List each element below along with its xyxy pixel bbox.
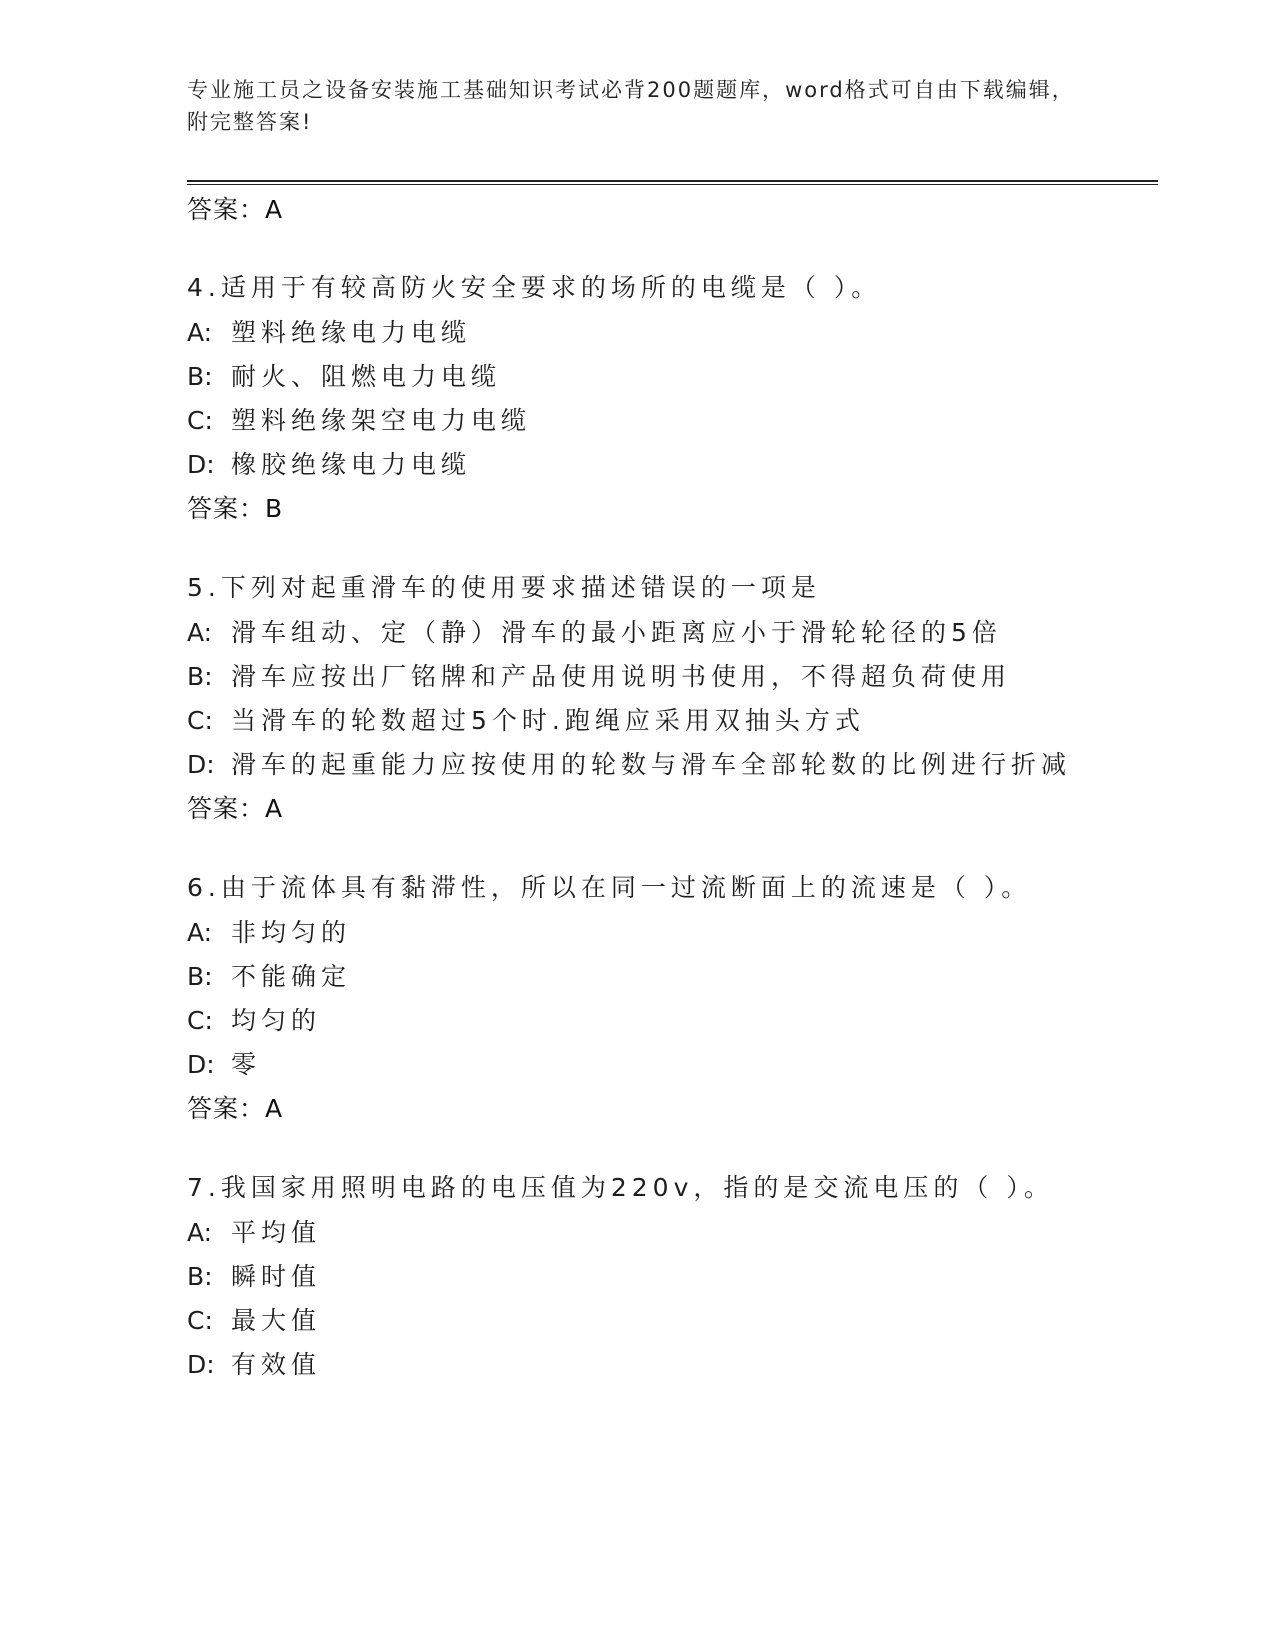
option-key: D:: [187, 450, 215, 479]
option-key: A:: [187, 1218, 213, 1247]
question-7-stem: 7.我国家用照明电路的电压值为220v，指的是交流电压的（ ）。: [187, 1173, 1054, 1202]
option-text: 不能确定: [231, 962, 352, 991]
answer-3: 答案：A: [187, 195, 284, 224]
option-key: C:: [187, 406, 213, 435]
header-divider: [187, 180, 1158, 185]
question-7-option-c: [187, 1305, 321, 1337]
option-text: 均匀的: [231, 1006, 322, 1035]
question-5-stem: 5.下列对起重滑车的使用要求描述错误的一项是: [187, 573, 821, 602]
question-5-option-b: [187, 661, 1011, 693]
answer-5: 答案：A: [187, 794, 284, 823]
option-key: D:: [187, 1350, 215, 1379]
question-5-option-d: [187, 749, 1071, 781]
option-text: 平均值: [231, 1218, 322, 1247]
question-6-option-a: [187, 917, 351, 949]
option-text: 塑料绝缘架空电力电缆: [231, 406, 532, 435]
option-key: B:: [187, 362, 213, 391]
option-key: C:: [187, 1006, 213, 1035]
question-4-option-a: [187, 317, 471, 349]
option-key: B:: [187, 962, 213, 991]
option-text: 瞬时值: [231, 1262, 322, 1291]
question-6-option-d: [187, 1049, 261, 1081]
option-text: 塑料绝缘电力电缆: [231, 318, 472, 347]
option-key: C:: [187, 1306, 213, 1335]
option-text: 有效值: [231, 1350, 322, 1379]
document-title: 专业施工员之设备安装施工基础知识考试必背200题题库，word格式可自由下载编辑，附完整答案!: [187, 78, 1075, 134]
option-text: 非均匀的: [231, 918, 352, 947]
option-text: 零: [231, 1050, 262, 1079]
option-text: 滑车组动、定（静）滑车的最小距离应小于滑轮轮径的5倍: [231, 618, 1002, 647]
question-5-option-a: [187, 617, 1002, 649]
question-5-option-c: [187, 705, 865, 737]
option-key: A:: [187, 918, 213, 947]
question-4-option-c: [187, 405, 531, 437]
answer-6: 答案：A: [187, 1094, 284, 1123]
option-text: 滑车应按出厂铭牌和产品使用说明书使用，不得超负荷使用: [231, 662, 1012, 691]
question-7-option-a: [187, 1217, 321, 1249]
answer-4: 答案：B: [187, 494, 284, 523]
option-key: B:: [187, 1262, 213, 1291]
option-text: 橡胶绝缘电力电缆: [231, 450, 472, 479]
question-7-option-d: [187, 1349, 321, 1381]
question-6-option-b: [187, 961, 351, 993]
option-key: B:: [187, 662, 213, 691]
option-key: C:: [187, 706, 213, 735]
question-4-option-b: [187, 361, 501, 393]
question-7-option-b: [187, 1261, 321, 1293]
option-text: 当滑车的轮数超过5个时.跑绳应采用双抽头方式: [231, 706, 865, 735]
question-4-stem: 4.适用于有较高防火安全要求的场所的电缆是（ ）。: [187, 273, 882, 302]
option-text: 滑车的起重能力应按使用的轮数与滑车全部轮数的比例进行折减: [231, 750, 1072, 779]
question-6-option-c: [187, 1005, 321, 1037]
option-key: A:: [187, 318, 213, 347]
option-key: D:: [187, 1050, 215, 1079]
option-key: D:: [187, 750, 215, 779]
option-text: 耐火、阻燃电力电缆: [231, 362, 502, 391]
question-4-option-d: [187, 449, 471, 481]
option-key: A:: [187, 618, 213, 647]
question-6-stem: 6.由于流体具有黏滞性，所以在同一过流断面上的流速是（ ）。: [187, 873, 1032, 902]
option-text: 最大值: [231, 1306, 322, 1335]
